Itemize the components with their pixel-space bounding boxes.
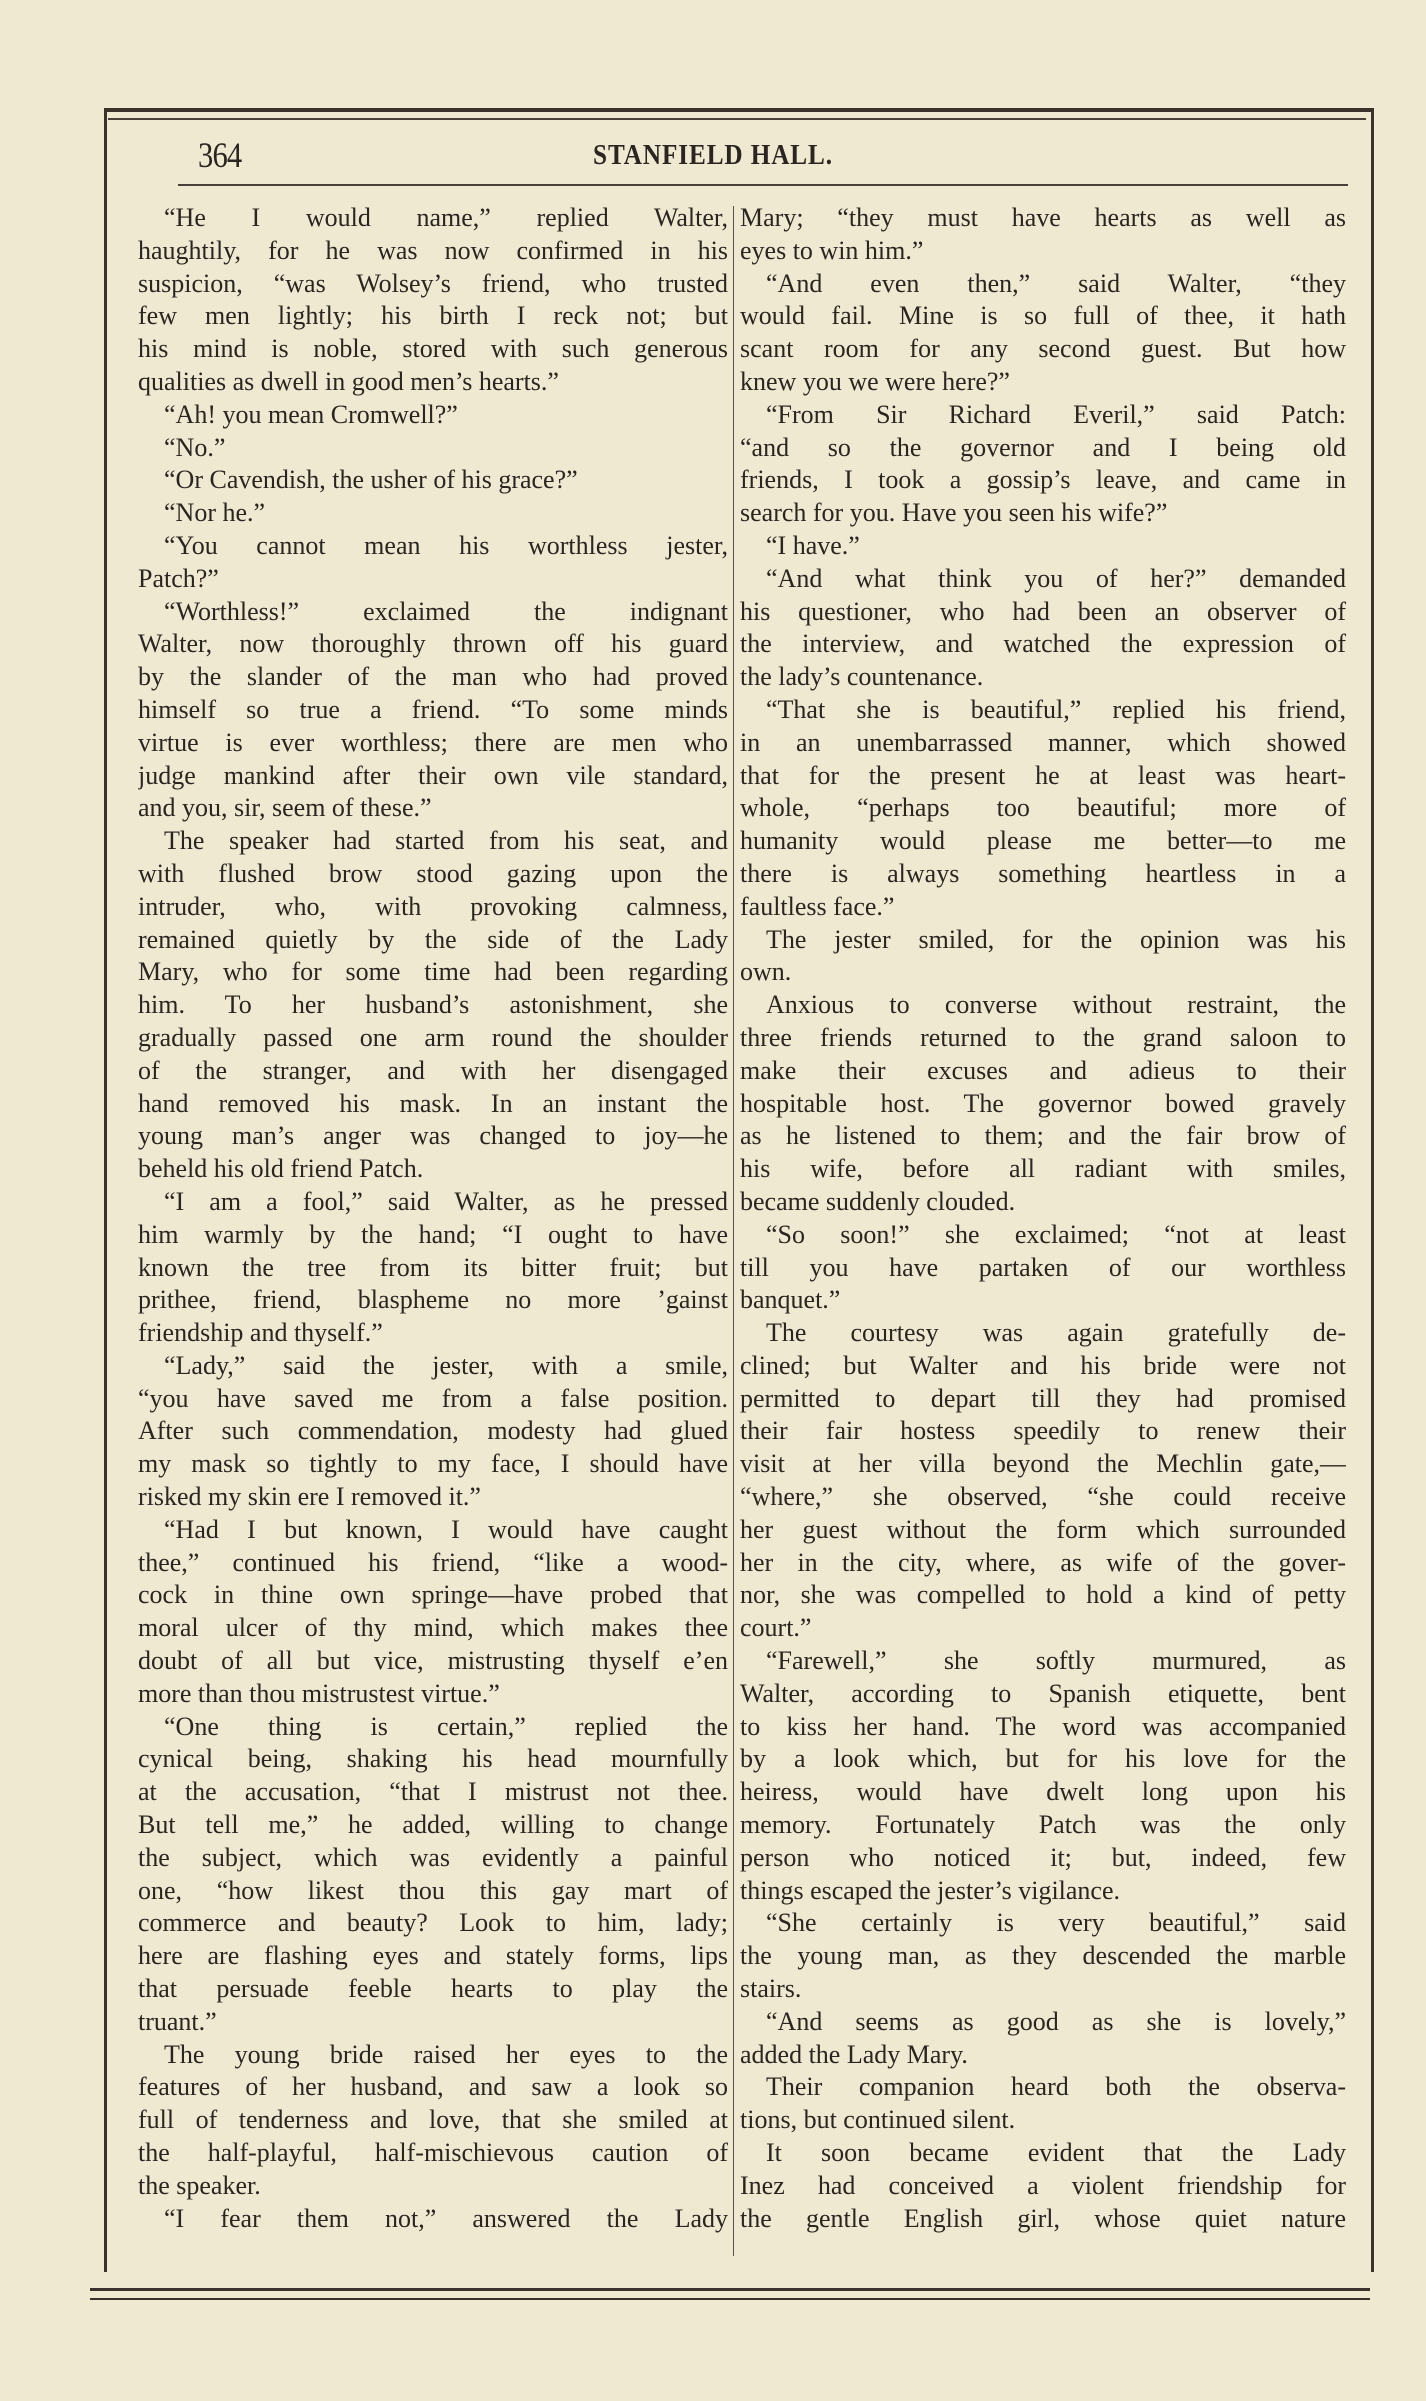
- text-line: features of her husband, and saw a look so: [138, 2072, 728, 2102]
- text-line: Mary, who for some time had been regarding: [138, 957, 728, 987]
- text-line: young man’s anger was changed to joy—he: [138, 1121, 728, 1151]
- text-line: Patch?”: [138, 563, 219, 593]
- text-line: “And even then,” said Walter, “they: [766, 268, 1346, 298]
- text-line: humanity would please me better—to me: [740, 826, 1346, 856]
- text-line: him warmly by the hand; “I ought to have: [138, 1219, 728, 1249]
- text-line: make their excuses and adieus to their: [740, 1055, 1346, 1085]
- header-rule: [178, 184, 1348, 186]
- text-line: more than thou mistrustest virtue.”: [138, 1678, 500, 1708]
- text-line: “She certainly is very beautiful,” said: [766, 1908, 1346, 1938]
- text-line: became suddenly clouded.: [740, 1186, 1016, 1216]
- text-line: the gentle English girl, whose quiet nature: [740, 2203, 1346, 2233]
- text-line: the speaker.: [138, 2170, 261, 2200]
- text-line: known the tree from its bitter fruit; but: [138, 1252, 728, 1282]
- text-line: “No.”: [164, 432, 226, 462]
- text-line: But tell me,” he added, willing to change: [138, 1810, 728, 1840]
- paragraph: [138, 2039, 728, 2203]
- text-line: “Ah! you mean Cromwell?”: [164, 399, 458, 429]
- text-line: at the accusation, “that I mistrust not thee.: [138, 1777, 728, 1807]
- paragraph: [740, 2137, 1346, 2235]
- text-line: one, “how likest thou this gay mart of: [138, 1875, 728, 1905]
- text-line: in an unembarrassed manner, which showed: [740, 727, 1346, 757]
- text-line: knew you we were here?”: [740, 366, 1010, 396]
- text-line: heiress, would have dwelt long upon his: [740, 1777, 1346, 1807]
- text-line: stairs.: [740, 1974, 802, 2004]
- text-line: “I have.”: [766, 530, 860, 560]
- text-line: Walter, according to Spanish etiquette, bent: [740, 1678, 1346, 1708]
- text-line: the half-playful, half-mischievous caution of: [138, 2138, 728, 2168]
- text-line: “Or Cavendish, the usher of his grace?”: [164, 465, 578, 495]
- text-line: own.: [740, 957, 792, 987]
- bottom-rule: [90, 2288, 1370, 2291]
- text-line: truant.”: [138, 2006, 217, 2036]
- paragraph: [138, 2203, 728, 2236]
- paragraph: [740, 2071, 1346, 2137]
- text-line: memory. Fortunately Patch was the only: [740, 1810, 1346, 1840]
- text-line: him. To her husband’s astonishment, she: [138, 990, 728, 1020]
- paragraph: [138, 432, 728, 465]
- text-line: would fail. Mine is so full of thee, it hath: [740, 301, 1346, 331]
- paragraph: [740, 2006, 1346, 2072]
- text-line: friends, I took a gossip’s leave, and came in: [740, 465, 1346, 495]
- text-line: scant room for any second guest. But how: [740, 334, 1346, 364]
- paragraph: [138, 825, 728, 1186]
- running-title: STANFIELD HALL.: [593, 140, 833, 171]
- text-line: added the Lady Mary.: [740, 2039, 968, 2069]
- text-line: whole, “perhaps too beautiful; more of: [740, 793, 1346, 823]
- text-line: her guest without the form which surrounded: [740, 1514, 1346, 1544]
- text-line: “He I would name,” replied Walter,: [164, 203, 728, 232]
- text-line: “And seems as good as she is lovely,”: [766, 2006, 1346, 2036]
- text-line: here are flashing eyes and stately forms, lips: [138, 1941, 728, 1971]
- text-line: “I fear them not,” answered the Lady: [164, 2203, 728, 2233]
- paragraph: [138, 1186, 728, 1350]
- paragraph: [138, 596, 728, 826]
- text-line: haughtily, for he was now confirmed in his: [138, 235, 728, 265]
- text-line: their fair hostess speedily to renew their: [740, 1416, 1346, 1446]
- text-line: “That she is beautiful,” replied his friend,: [766, 694, 1346, 724]
- text-line: faultless face.”: [740, 891, 895, 921]
- text-line: moral ulcer of thy mind, which makes thee: [138, 1613, 728, 1643]
- frame-rule: [108, 118, 1366, 120]
- text-line: of the stranger, and with her disengaged: [138, 1055, 728, 1085]
- text-line: “From Sir Richard Everil,” said Patch:: [766, 399, 1346, 429]
- text-line: “Lady,” said the jester, with a smile,: [164, 1350, 728, 1380]
- text-line: visit at her villa beyond the Mechlin gate,—: [740, 1449, 1346, 1479]
- text-line: his wife, before all radiant with smiles,: [740, 1154, 1346, 1184]
- text-line: full of tenderness and love, that she smiled at: [138, 2105, 728, 2135]
- text-line: doubt of all but vice, mistrusting thyself e’en: [138, 1646, 728, 1676]
- text-line: “you have saved me from a false position.: [138, 1383, 728, 1413]
- text-line: the young man, as they descended the marble: [740, 1941, 1346, 1971]
- text-line: to kiss her hand. The word was accompanied: [740, 1711, 1346, 1741]
- text-line: suspicion, “was Wolsey’s friend, who trusted: [138, 268, 728, 298]
- text-line: After such commendation, modesty had glued: [138, 1416, 728, 1446]
- text-line: “I am a fool,” said Walter, as he pressed: [164, 1186, 728, 1216]
- text-line: himself so true a friend. “To some minds: [138, 694, 728, 724]
- text-line: eyes to win him.”: [740, 235, 924, 265]
- text-line: her in the city, where, as wife of the gover-: [740, 1547, 1346, 1577]
- text-line: his questioner, who had been an observer of: [740, 596, 1346, 626]
- text-line: It soon became evident that the Lady: [766, 2138, 1346, 2168]
- text-line: “Nor he.”: [164, 498, 266, 528]
- text-line: gradually passed one arm round the shoulder: [138, 1022, 728, 1052]
- text-line: search for you. Have you seen his wife?”: [740, 498, 1168, 528]
- paragraph: [740, 924, 1346, 990]
- paragraph: [740, 563, 1346, 694]
- text-line: remained quietly by the side of the Lady: [138, 924, 728, 954]
- text-line: till you have partaken of our worthless: [740, 1252, 1346, 1282]
- text-line: commerce and beauty? Look to him, lady;: [138, 1908, 728, 1938]
- page-number: 364: [198, 135, 242, 175]
- paragraph: [138, 1350, 728, 1514]
- text-line: that persuade feeble hearts to play the: [138, 1974, 728, 2004]
- paragraph: [138, 1514, 728, 1711]
- text-line: intruder, who, with provoking calmness,: [138, 891, 728, 921]
- text-line: hand removed his mask. In an instant the: [138, 1088, 728, 1118]
- text-line: The jester smiled, for the opinion was his: [766, 924, 1346, 954]
- paragraph: [740, 268, 1346, 399]
- bottom-rule-inner: [90, 2298, 1370, 2300]
- text-line: Anxious to converse without restraint, the: [766, 990, 1346, 1020]
- text-line: my mask so tightly to my face, I should have: [138, 1449, 728, 1479]
- text-line: The courtesy was again gratefully de-: [766, 1318, 1346, 1348]
- text-line: “And what think you of her?” demanded: [766, 563, 1346, 593]
- text-line: prithee, friend, blaspheme no more ’gainst: [138, 1285, 728, 1315]
- text-line: Mary; “they must have hearts as well as: [740, 203, 1346, 232]
- column-divider: [733, 206, 734, 2256]
- text-line: virtue is ever worthless; there are men who: [138, 727, 728, 757]
- text-line: Their companion heard both the observa-: [766, 2072, 1346, 2102]
- text-line: clined; but Walter and his bride were not: [740, 1350, 1346, 1380]
- paragraph: [740, 694, 1346, 924]
- text-line: with flushed brow stood gazing upon the: [138, 858, 728, 888]
- text-line: “Worthless!” exclaimed the indignant: [164, 596, 728, 626]
- text-line: nor, she was compelled to hold a kind of petty: [740, 1580, 1346, 1610]
- paragraph: [138, 202, 728, 399]
- paragraph: [138, 530, 728, 596]
- paragraph: [740, 530, 1346, 563]
- left-column: [138, 202, 728, 2235]
- text-line: tions, but continued silent.: [740, 2105, 1016, 2135]
- text-line: as he listened to them; and the fair brow of: [740, 1121, 1346, 1151]
- text-line: beheld his old friend Patch.: [138, 1154, 424, 1184]
- text-line: “where,” she observed, “she could receive: [740, 1482, 1346, 1512]
- text-line: that for the present he at least was heart-: [740, 760, 1346, 790]
- text-line: “and so the governor and I being old: [740, 432, 1346, 462]
- right-column: [740, 202, 1346, 2235]
- paragraph: [138, 399, 728, 432]
- text-line: judge mankind after their own vile standard,: [138, 760, 728, 790]
- text-line: by a look which, but for his love for the: [740, 1744, 1346, 1774]
- text-line: qualities as dwell in good men’s hearts.”: [138, 366, 559, 396]
- text-line: his mind is noble, stored with such generous: [138, 334, 728, 364]
- paragraph: [138, 464, 728, 497]
- text-line: three friends returned to the grand saloon to: [740, 1022, 1346, 1052]
- paragraph: [740, 1317, 1346, 1645]
- paragraph: [740, 399, 1346, 530]
- text-line: “One thing is certain,” replied the: [164, 1711, 728, 1741]
- text-line: risked my skin ere I removed it.”: [138, 1482, 481, 1512]
- text-line: “Had I but known, I would have caught: [164, 1514, 728, 1544]
- text-line: person who noticed it; but, indeed, few: [740, 1842, 1346, 1872]
- text-line: “Farewell,” she softly murmured, as: [766, 1646, 1346, 1676]
- paragraph: [740, 1907, 1346, 2005]
- text-line: permitted to depart till they had promised: [740, 1383, 1346, 1413]
- text-line: friendship and thyself.”: [138, 1318, 383, 1348]
- text-line: few men lightly; his birth I reck not; but: [138, 301, 728, 331]
- paragraph: [740, 202, 1346, 268]
- text-line: The young bride raised her eyes to the: [164, 2039, 728, 2069]
- text-line: banquet.”: [740, 1285, 841, 1315]
- text-line: and you, sir, seem of these.”: [138, 793, 432, 823]
- paragraph: [740, 1219, 1346, 1317]
- text-line: things escaped the jester’s vigilance.: [740, 1875, 1121, 1905]
- text-line: “So soon!” she exclaimed; “not at least: [766, 1219, 1346, 1249]
- text-line: cock in thine own springe—have probed that: [138, 1580, 728, 1610]
- text-line: the lady’s countenance.: [740, 662, 984, 692]
- text-line: by the slander of the man who had proved: [138, 662, 728, 692]
- text-line: cynical being, shaking his head mournfully: [138, 1744, 728, 1774]
- paragraph: [138, 497, 728, 530]
- text-line: the interview, and watched the expression of: [740, 629, 1346, 659]
- paragraph: [740, 1645, 1346, 1907]
- text-line: thee,” continued his friend, “like a wood-: [138, 1547, 728, 1577]
- text-line: the subject, which was evidently a painful: [138, 1842, 728, 1872]
- text-line: hospitable host. The governor bowed gravely: [740, 1088, 1346, 1118]
- text-line: there is always something heartless in a: [740, 858, 1346, 888]
- text-line: The speaker had started from his seat, and: [164, 826, 728, 856]
- paragraph: [740, 989, 1346, 1219]
- text-line: Inez had conceived a violent friendship for: [740, 2170, 1346, 2200]
- text-line: court.”: [740, 1613, 812, 1643]
- text-line: Walter, now thoroughly thrown off his guard: [138, 629, 728, 659]
- text-line: “You cannot mean his worthless jester,: [164, 530, 728, 560]
- paragraph: [138, 1711, 728, 2039]
